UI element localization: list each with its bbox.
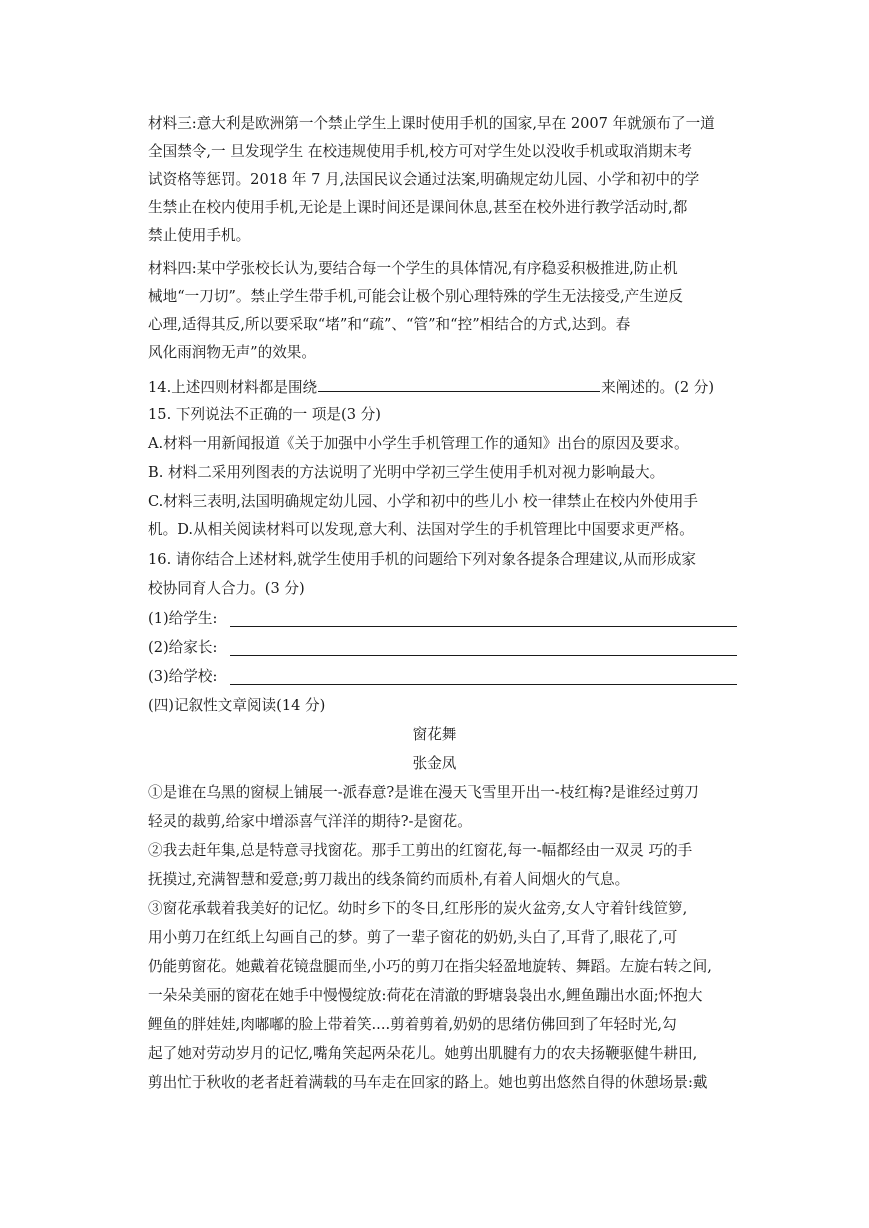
article-paragraph-line: 剪出忙于秋收的老者赶着满载的马车走在回家的路上。她也剪出悠然自得的休憩场景:戴 [148,1074,708,1091]
article-paragraph-line: 仍能剪窗花。她戴着花镜盘腿而坐,小巧的剪刀在指尖轻盈地旋转、舞蹈。左旋右转之间, [148,958,712,975]
question-15-option-c: C.材料三表明,法国明确规定幼儿园、小学和初中的些儿小 校一律禁止在校内外使用手 [148,493,698,510]
material3-line: 生禁止在校内使用手机,无论是上课时间还是课间休息,甚至在校外进行教学活动时,都 [148,199,688,216]
article-paragraph-line: 鲤鱼的胖娃娃,肉嘟嘟的脸上带着笑....剪着剪着,奶奶的思绪仿佛回到了年轻时光,勾 [148,1016,677,1033]
question-16-item-student: (1)给学生: [148,610,218,627]
article-paragraph-line: ③窗花承载着我美好的记忆。幼时乡下的冬日,红彤彤的炭火盆旁,女人守着针线笸箩, [148,900,688,917]
article-paragraph-line: 一朵朵美丽的窗花在她手中慢慢绽放:荷花在清澈的野塘袅袅出水,鲤鱼蹦出水面;怀抱大 [148,987,703,1004]
article-paragraph-line: 起了她对劳动岁月的记忆,嘴角笑起两朵花儿。她剪出肌腱有力的农夫扬鞭驱健牛耕田, [148,1045,698,1062]
question-16-item-parent: (2)给家长: [148,639,218,656]
question-14-suffix: 来阐述的。(2 分) [601,379,715,396]
article-paragraph-line: 轻灵的裁剪,给家中增添喜气洋洋的期待?-是窗花。 [148,813,472,830]
answer-line-parent[interactable] [230,654,737,656]
material3-line: 试资格等惩罚。2018 年 7 月,法国民议会通过法案,明确规定幼儿园、小学和初中的学 [148,171,700,188]
question-14-answer-blank[interactable] [318,376,600,392]
section-heading: (四)记叙性文章阅读(14 分) [148,697,326,714]
material3-line: 材料三:意大利是欧洲第一个禁止学生上课时使用手机的国家,早在 2007 年就颁布了一道 [148,115,715,132]
answer-line-student[interactable] [230,625,737,627]
question-14-prefix: 14.上述四则材料都是围绕 [148,379,318,396]
article-paragraph-line: ①是谁在乌黑的窗棂上铺展一-派春意?是谁在漫天飞雪里开出一-枝红梅?是谁经过剪刀 [148,784,699,801]
question-15-option-a: A.材料一用新闻报道《关于加强中小学生手机管理工作的通知》出台的原因及要求。 [148,435,689,452]
material4-line: 械地“一刀切”。禁止学生带手机,可能会让极个别心理特殊的学生无法接受,产生逆反 [148,288,683,305]
material4-line: 心理,适得其反,所以要采取“堵”和“疏”、“管”和“控”相结合的方式,达到。春 [148,316,631,333]
question-16-item-school: (3)给学校: [148,668,218,685]
question-15-option-b: B. 材料二采用列图表的方法说明了光明中学初三学生使用手机对视力影响最大。 [148,464,665,481]
article-paragraph-line: 用小剪刀在红纸上勾画自己的梦。剪了一辈子窗花的奶奶,头白了,耳背了,眼花了,可 [148,929,678,946]
material4-line: 风化雨润物无声”的效果。 [148,344,316,361]
question-15-option-c-d: 机。D.从相关阅读材料可以发现,意大利、法国对学生的手机管理比中国要求更严格。 [148,521,694,538]
question-16-stem: 校协同育人合力。(3 分) [148,580,305,597]
question-14 [148,376,748,396]
article-paragraph-line: ②我去赶年集,总是特意寻找窗花。那手工剪出的红窗花,每一-幅都经由一双灵 巧的手 [148,842,693,859]
material3-line: 全国禁令,一 旦发现学生 在校违规使用手机,校方可对学生处以没收手机或取消期末考 [148,143,692,160]
question-15-stem: 15. 下列说法不正确的一 项是(3 分) [148,406,381,423]
question-16-stem: 16. 请你结合上述材料,就学生使用手机的问题给下列对象各提条合理建议,从而形成家 [148,551,696,568]
answer-line-school[interactable] [230,683,737,685]
article-paragraph-line: 抚摸过,充满智慧和爱意;剪刀裁出的线条简约而质朴,有着人间烟火的气息。 [148,871,630,888]
material4-line: 材料四:某中学张校长认为,要结合每一个学生的具体情况,有序稳妥积极推进,防止机 [148,260,678,277]
article-title: 窗花舞 [412,726,457,743]
article-author: 张金凤 [412,755,457,772]
material3-line: 禁止使用手机。 [148,227,251,244]
